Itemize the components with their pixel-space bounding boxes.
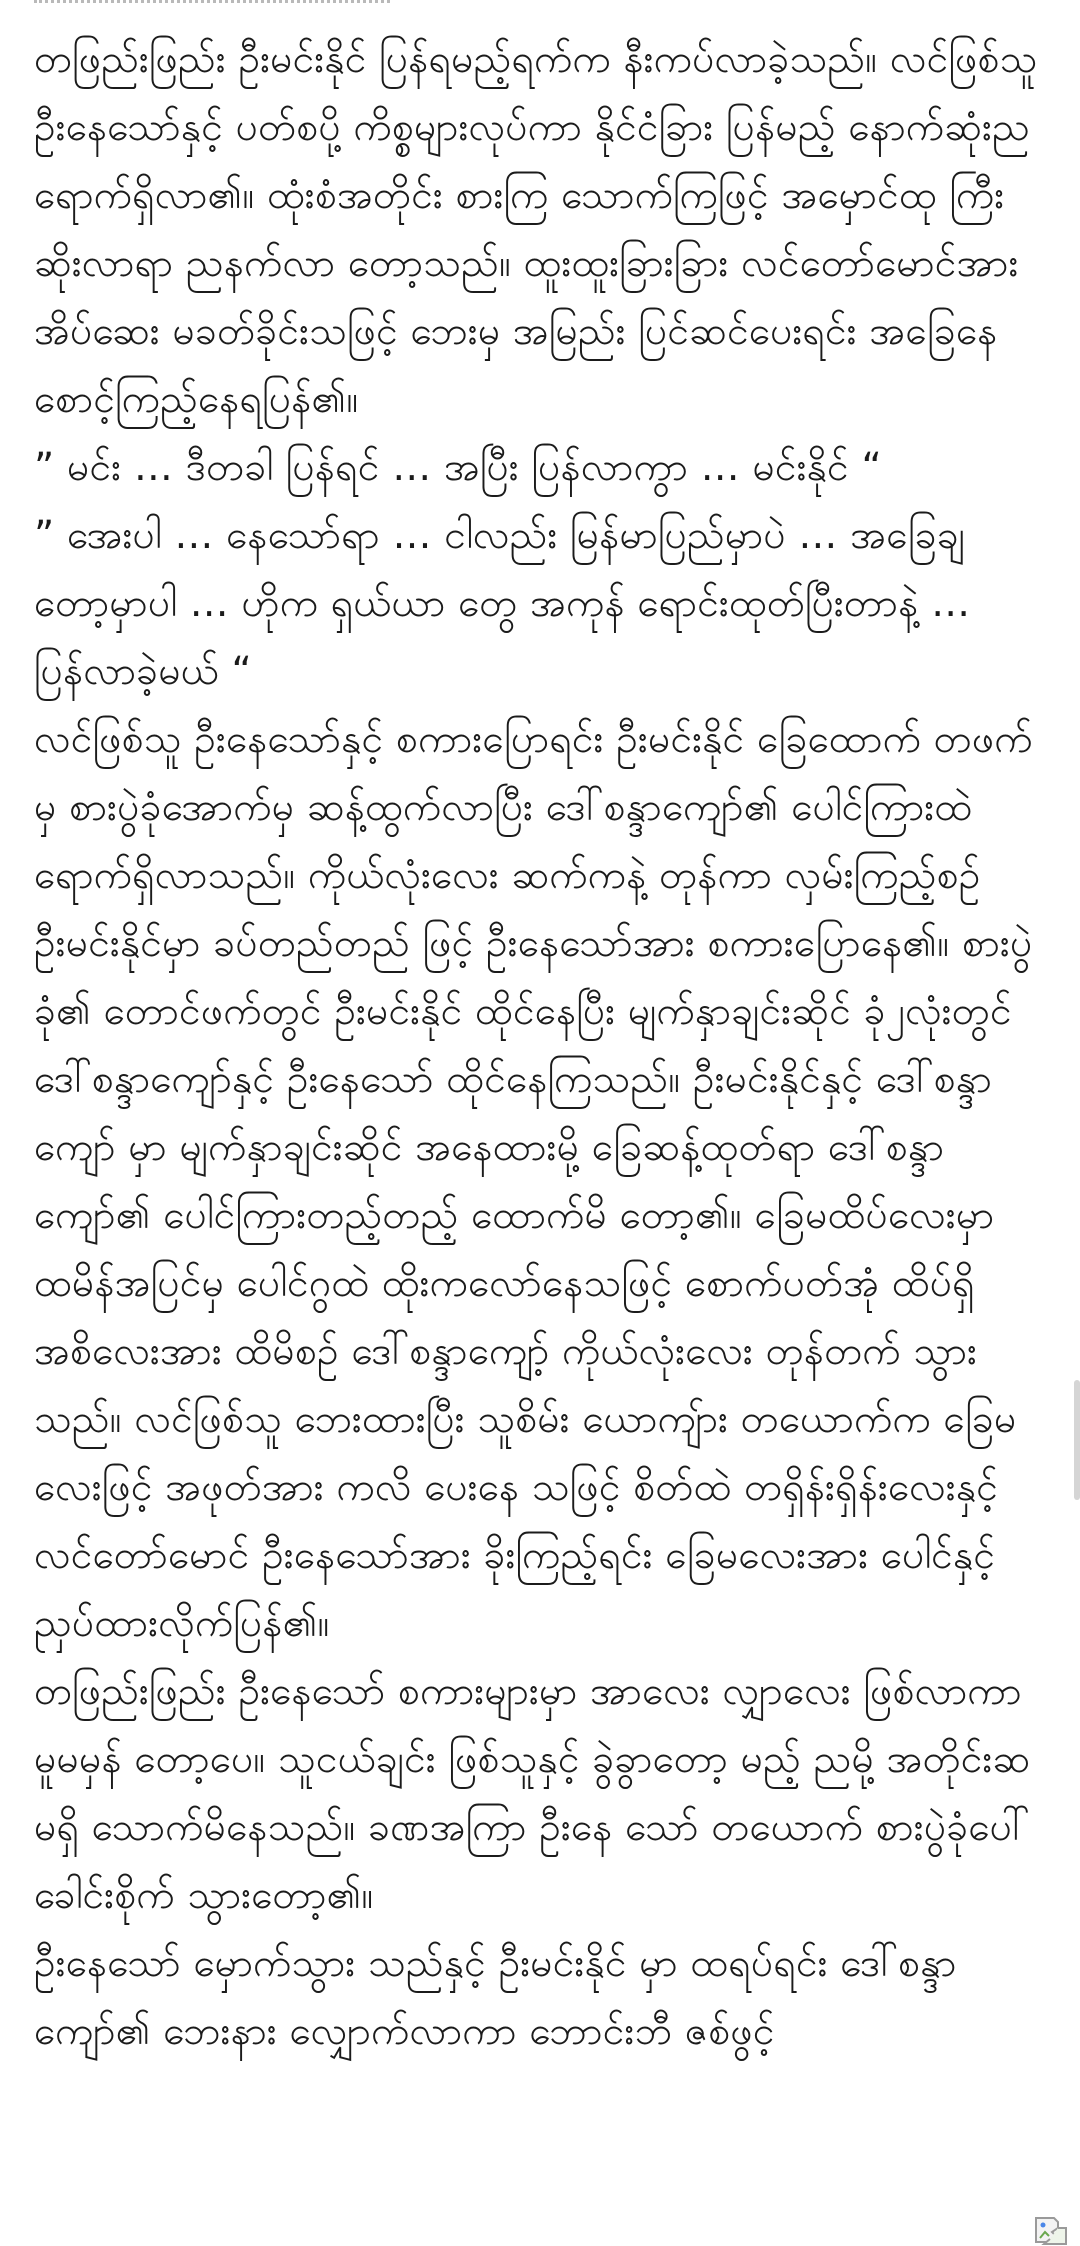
dialogue-line-1: ” မင်း … ဒီတခါ ပြန်ရင် … အပြီး ပြန်လာကွာ … မင်းနိုင် “ <box>34 445 882 490</box>
scrollbar-thumb[interactable] <box>1074 1380 1080 1500</box>
story-article <box>34 26 1044 2066</box>
story-paragraph-1: တဖြည်းဖြည်း ဦးမင်းနိုင် ပြန်ရမည့်ရက်က နီးကပ်လာခဲ့သည်။ လင်ဖြစ်သူ ဦးနေသော်နှင့် ပတ်စပို့ ကိစ္စများလုပ်ကာ နိုင်ငံခြား ပြန်မည့် နောက်ဆုံးည ရောက်ရှိလာ၏။ ထုံးစံအတိုင်း စားကြ သောက်ကြဖြင့် အမှောင်ထု ကြီးဆိုးလာရာ ညနက်လာ တော့သည်။ ထူးထူးခြားခြား လင်တော်မောင်အား အိပ်ဆေး မခတ်ခိုင်းသဖြင့် ဘေးမှ အမြည်း ပြင်ဆင်ပေးရင်း အခြေနေ စောင့်ကြည့်နေရပြန်၏။ <box>34 37 1038 422</box>
top-divider <box>34 0 390 6</box>
story-paragraph-4: ဦးနေသော် မှောက်သွား သည်နှင့် ဦးမင်းနိုင် မှာ ထရပ်ရင်း ဒေါ်စန္ဒာကျော်၏ ဘေးနား လျှောက်လာကာ ဘောင်းဘီ ဇစ်ဖွင့် <box>34 1941 957 2054</box>
story-paragraph-3: တဖြည်းဖြည်း ဦးနေသော် စကားများမှာ အာလေး လျှာလေး ဖြစ်လာကာ မူမမှန် တော့ပေ။ သူငယ်ချင်း ဖြစ်သူနှင့် ခွဲခွာတော့ မည့် ညမို့ အတိုင်းဆ မရှိ သောက်မိနေသည်။ ခဏအကြာ ဦးနေ သော် တယောက် စားပွဲခုံပေါ် ခေါင်းစိုက် သွားတော့၏။ <box>34 1669 1031 1918</box>
broken-image-icon <box>1034 2214 1068 2246</box>
story-paragraph-2: လင်ဖြစ်သူ ဦးနေသော်နှင့် စကားပြောရင်း ဦးမင်းနိုင် ခြေထောက် တဖက်မှ စားပွဲခုံအောက်မှ ဆန့်ထွက်လာပြီး ဒေါ်စန္ဒာကျော်၏ ပေါင်ကြားထဲ ရောက်ရှိလာသည်။ ကိုယ်လုံးလေး ဆက်ကနဲ့ တုန်ကာ လှမ်းကြည့်စဉ် ဦးမင်းနိုင်မှာ ခပ်တည်တည် ဖြင့် ဦးနေသော်အား စကားပြောနေ၏။ စားပွဲခုံ၏ တောင်ဖက်တွင် ဦးမင်းနိုင် ထိုင်နေပြီး မျက်နှာချင်းဆိုင် ခုံ၂လုံးတွင် ဒေါ်စန္ဒာကျော်နှင့် ဦးနေသော် ထိုင်နေကြသည်။ ဦးမင်းနိုင်နှင့် ဒေါ်စန္ဒာကျော် မှာ မျက်နှာချင်းဆိုင် အနေထားမို့ ခြေဆန့်ထုတ်ရာ ဒေါ်စန္ဒာကျော်၏ ပေါင်ကြားတည့်တည့် ထောက်မိ တော့၏။ ခြေမထိပ်လေးမှာ ထမိန်အပြင်မှ ပေါင်ဂွထဲ ထိုးကလော်နေသဖြင့် စောက်ပတ်အုံ ထိပ်ရှိ အစိလေးအား ထိမိစဉ် ဒေါ်စန္ဒာကျော့် ကိုယ်လုံးလေး တုန်တက် သွားသည်။ လင်ဖြစ်သူ ဘေးထားပြီး သူစိမ်း ယောကျ်ား တယောက်က ခြေမလေးဖြင့် အဖုတ်အား ကလိ ပေးနေ သဖြင့် စိတ်ထဲ တရှိန်းရှိန်းလေးနှင့် လင်တော်မောင် ဦးနေသော်အား ခိုးကြည့်ရင်း ခြေမလေးအား ပေါင်နှင့် ညှပ်ထားလိုက်ပြန်၏။ <box>34 717 1033 1646</box>
dialogue-line-2: ” အေးပါ … နေသော်ရာ … ငါလည်း မြန်မာပြည်မှာပဲ … အခြေချ တော့မှာပါ … ဟိုက ရှယ်ယာ တွေ အကုန် ရောင်းထုတ်ပြီးတာနဲ့ … ပြန်လာခဲ့မယ် “ <box>34 513 971 694</box>
